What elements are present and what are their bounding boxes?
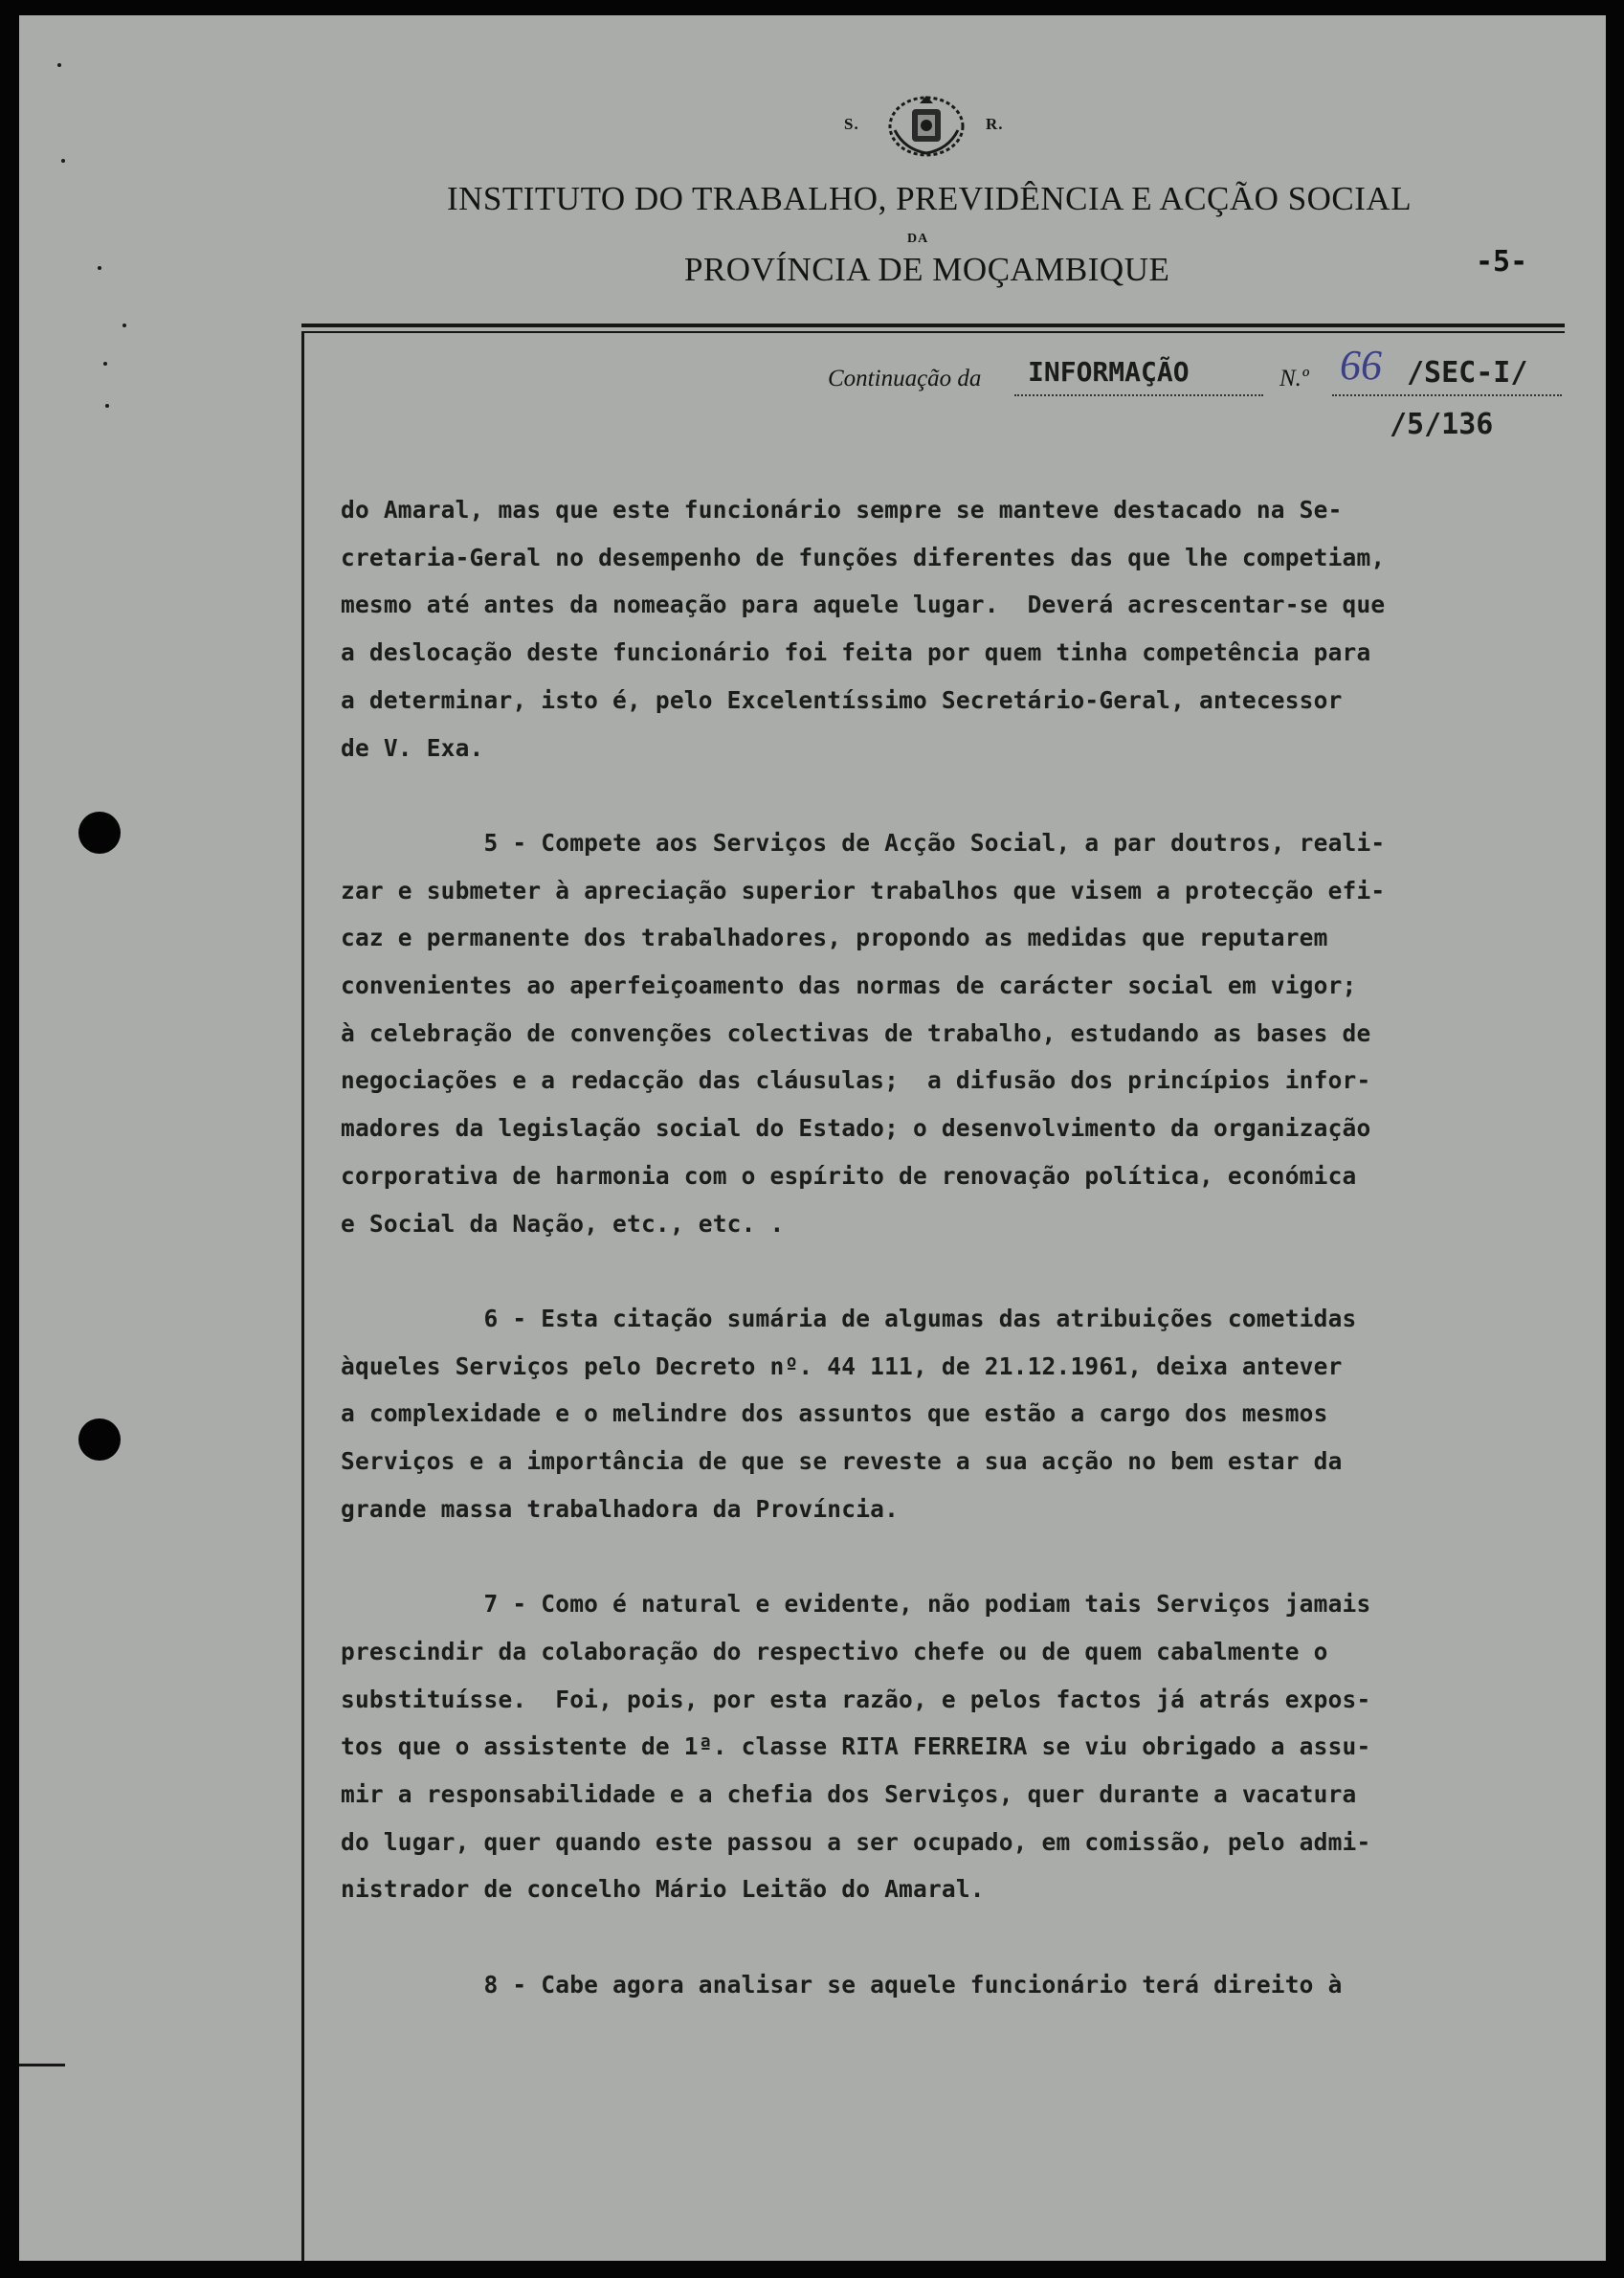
province-name: PROVÍNCIA DE MOÇAMBIQUE [684,251,1170,288]
body-line: do Amaral, mas que este funcionário sempre se manteve destacado na Se- [341,496,1343,524]
body-line: corporativa de harmonia com o espírito de renovação política, económica [341,1161,1357,1190]
document-type: INFORMAÇÃO [1028,356,1190,388]
punch-hole-lower [78,1418,121,1461]
scan-speck [103,362,107,366]
body-line: zar e submeter à apreciação superior trabalhos que visem a protecção efi- [341,876,1386,904]
body-line: a determinar, isto é, pelo Excelentíssimo Secretário-Geral, antecessor [341,685,1343,714]
continuation-label: Continuação da [828,366,982,391]
coat-of-arms-icon [885,92,968,159]
body-line: 6 - Esta citação sumária de algumas das atribuições cometidas [341,1304,1357,1332]
document-type-dotted-line [1014,394,1263,396]
institute-da: DA [907,232,929,246]
reference-line-2: /5/136 [1390,408,1494,441]
body-line: 5 - Compete aos Serviços de Acção Social, a par doutros, reali- [341,828,1386,857]
body-line: grande massa trabalhadora da Província. [341,1494,900,1523]
header-rule-bottom [301,331,1565,333]
body-line: caz e permanente dos trabalhadores, propondo as medidas que reputarem [341,924,1328,952]
body-line: àqueles Serviços pelo Decreto nº. 44 111, de 21.12.1961, deixa antever [341,1351,1343,1380]
body-line: de V. Exa. [341,733,484,762]
body-line: e Social da Nação, etc., etc. . [341,1209,785,1238]
header-left-initial: S. [844,115,859,133]
number-dotted-line [1332,394,1562,396]
body-line: a complexidade e o melindre dos assuntos que estão a cargo dos mesmos [341,1399,1328,1428]
page-number: -5- [1476,245,1528,279]
punch-hole-upper [78,812,121,854]
scan-speck [98,266,101,270]
body-line: 8 - Cabe agora analisar se aquele funcionário terá direito à [341,1970,1343,1999]
body-line: 7 - Como é natural e evidente, não podiam tais Serviços jamais [341,1590,1371,1619]
body-line: do lugar, quer quando este passou a ser ocupado, em comissão, pelo admi- [341,1827,1371,1856]
header-rule-top [301,324,1565,327]
body-line: a deslocação deste funcionário foi feita por quem tinha competência para [341,638,1371,667]
body-line: convenientes ao aperfeiçoamento das normas de carácter social em vigor; [341,972,1357,999]
body-line: prescindir da colaboração do respectivo chefe ou de quem cabalmente o [341,1637,1328,1665]
left-margin-rule [301,331,304,2261]
body-line: mesmo até antes da nomeação para aquele lugar. Deverá acrescentar-se que [341,591,1386,619]
body-line: tos que o assistente de 1ª. classe RITA FERREIRA se viu obrigado a assu- [341,1732,1371,1761]
body-line: Serviços e a importância de que se reveste a sua acção no bem estar da [341,1447,1343,1475]
body-line: madores da legislação social do Estado; o desenvolvimento da organização [341,1114,1371,1143]
body-line: nistrador de concelho Mário Leitão do Amaral. [341,1875,985,1904]
body-line: substituísse. Foi, pois, por esta razão, e pelos factos já atrás expos- [341,1685,1371,1713]
fold-mark [19,2064,65,2066]
scan-speck [122,324,126,327]
scan-speck [61,159,65,163]
body-line: negociações e a redacção das cláusulas; a difusão dos princípios infor- [341,1066,1371,1095]
institute-name: INSTITUTO DO TRABALHO, PREVIDÊNCIA E ACÇÃO SOCIAL [447,180,1413,217]
scan-speck [105,404,109,408]
document-page [19,15,1606,2261]
body-line: à celebração de convenções colectivas de trabalho, estudando as bases de [341,1018,1371,1047]
number-label: N.º [1279,366,1309,391]
reference-suffix: /SEC-I/ [1407,356,1528,390]
body-line: cretaria-Geral no desempenho de funções diferentes das que lhe competiam, [341,543,1386,571]
body-line: mir a responsabilidade e a chefia dos Serviços, quer durante a vacatura [341,1779,1357,1808]
scan-speck [57,63,61,67]
handwritten-number: 66 [1340,342,1382,389]
header-right-initial: R. [986,115,1004,133]
